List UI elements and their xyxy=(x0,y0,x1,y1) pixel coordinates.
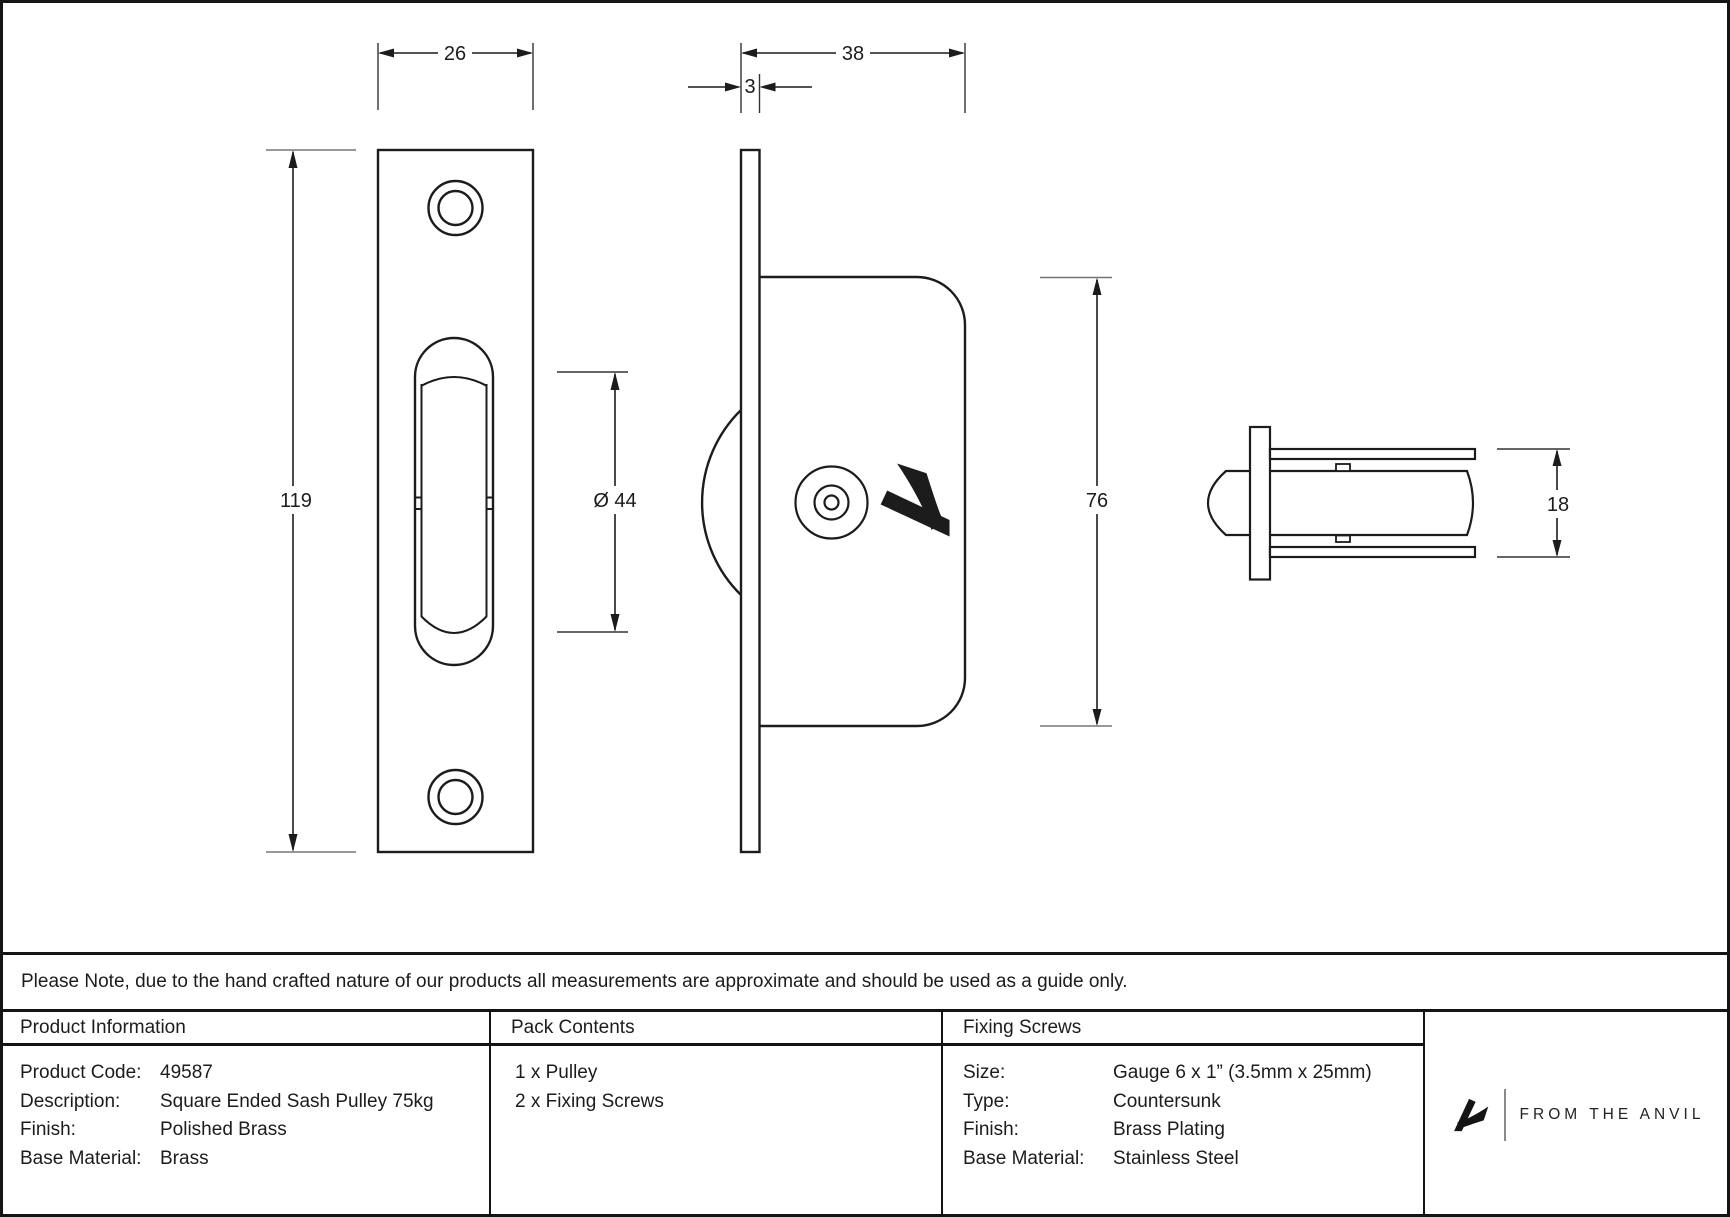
axle-pin xyxy=(825,496,839,510)
column-header-label: Fixing Screws xyxy=(963,1016,1082,1038)
arrowhead xyxy=(760,83,776,92)
column-header-label: Pack Contents xyxy=(511,1016,635,1038)
arrowhead xyxy=(289,834,298,852)
row-label: Finish: xyxy=(963,1119,1019,1140)
row-label: Type: xyxy=(963,1090,1010,1112)
top-view xyxy=(1208,427,1475,580)
case-side-rail-top xyxy=(1270,449,1475,459)
arrowhead xyxy=(1553,540,1562,557)
dim-case-height xyxy=(1040,278,1112,727)
measurement-note-text: Please Note, due to the hand crafted nature of our products all measurements are approximate and should be used as a guide only. xyxy=(21,971,1128,992)
column-header-label: Product Information xyxy=(20,1016,186,1038)
table-row xyxy=(20,1088,489,1117)
faceplate-side-outline xyxy=(741,150,760,852)
brand-cell xyxy=(1425,1012,1730,1217)
dim-wheel-width xyxy=(1497,449,1570,557)
brand-divider xyxy=(1504,1089,1506,1141)
axle-boss-mid xyxy=(815,486,849,520)
pack-item: 2 x Fixing Screws xyxy=(515,1090,664,1112)
table-row xyxy=(963,1145,1423,1174)
row-value: 49587 xyxy=(160,1062,213,1083)
axle-pin-end-top xyxy=(1336,464,1350,471)
brand-wordmark: FROM THE ANVIL xyxy=(1519,1105,1705,1123)
dim-wheel-diameter xyxy=(557,372,637,632)
screw-hole-bottom-outer xyxy=(429,770,483,824)
arrowhead xyxy=(725,83,741,92)
dim-case-depth xyxy=(741,43,965,113)
dim-label-wheel-width: 18 xyxy=(1546,494,1570,516)
row-value: Brass xyxy=(160,1147,209,1169)
arrowhead xyxy=(949,49,965,58)
axle-boss-outer xyxy=(796,467,868,539)
row-value: Square Ended Sash Pulley 75kg xyxy=(160,1090,434,1112)
arrowhead xyxy=(611,372,620,390)
product-spec-table xyxy=(0,1009,1730,1217)
dim-label-front-height: 119 xyxy=(280,490,312,512)
dim-label-plate-thickness: 3 xyxy=(744,76,756,98)
case-side-rail-bottom xyxy=(1270,547,1475,557)
table-row xyxy=(20,1059,489,1088)
pack-item: 1 x Pulley xyxy=(515,1062,598,1083)
dim-plate-thickness xyxy=(688,74,812,113)
screw-hole-top-outer xyxy=(429,181,483,235)
faceplate-front-outline xyxy=(378,150,533,852)
table-row xyxy=(963,1059,1423,1088)
dim-label-case-height: 76 xyxy=(1085,490,1109,512)
row-value: Brass Plating xyxy=(1113,1119,1225,1140)
arrowhead xyxy=(289,150,298,168)
row-label: Size: xyxy=(963,1062,1006,1083)
row-value: Stainless Steel xyxy=(1113,1147,1239,1169)
wheel-bulge-arc xyxy=(702,410,741,595)
fixing-screws-cell xyxy=(943,1046,1425,1217)
product-information-header xyxy=(0,1012,491,1046)
front-view xyxy=(378,150,533,852)
side-view xyxy=(702,150,965,852)
row-value: Gauge 6 x 1” (3.5mm x 25mm) xyxy=(1113,1062,1372,1083)
wheel-top-outline xyxy=(1208,471,1473,535)
dim-front-height xyxy=(266,150,356,852)
table-row xyxy=(20,1116,489,1145)
faceplate-top-outline xyxy=(1250,427,1270,580)
anvil-mark-stamp-icon xyxy=(881,463,950,536)
axle-pin-end-bottom xyxy=(1336,536,1350,543)
arrowhead xyxy=(741,49,757,58)
arrowhead xyxy=(1093,278,1102,296)
pack-contents-cell xyxy=(491,1046,943,1217)
wheel-bottom-edge xyxy=(421,616,487,633)
arrowhead xyxy=(1093,709,1102,726)
arrowhead xyxy=(1553,449,1562,466)
row-value: Countersunk xyxy=(1113,1090,1221,1112)
row-value: Polished Brass xyxy=(160,1119,287,1140)
row-label: Base Material: xyxy=(20,1147,142,1169)
table-row xyxy=(963,1088,1423,1117)
dim-front-width xyxy=(378,43,533,110)
measurement-note-row xyxy=(0,952,1730,1009)
dim-label-wheel-diameter: Ø 44 xyxy=(593,490,637,512)
arrowhead xyxy=(378,49,394,58)
dim-label-front-width: 26 xyxy=(443,43,467,65)
screw-hole-top-inner xyxy=(439,191,473,225)
wheel-slot-outline xyxy=(415,338,493,665)
row-label: Base Material: xyxy=(963,1147,1085,1169)
product-information-cell xyxy=(0,1046,491,1217)
screw-hole-bottom-inner xyxy=(439,780,473,814)
arrowhead xyxy=(517,49,533,58)
row-label: Product Code: xyxy=(20,1062,142,1083)
row-label: Finish: xyxy=(20,1119,76,1140)
wheel-top-edge xyxy=(421,377,487,386)
fixing-screws-header xyxy=(943,1012,1425,1046)
arrowhead xyxy=(611,614,620,632)
row-label: Description: xyxy=(20,1090,121,1112)
dim-label-case-depth: 38 xyxy=(841,43,865,65)
anvil-logo-icon xyxy=(1451,1097,1491,1133)
table-row xyxy=(20,1145,489,1174)
table-row xyxy=(963,1116,1423,1145)
pack-contents-header xyxy=(491,1012,943,1046)
